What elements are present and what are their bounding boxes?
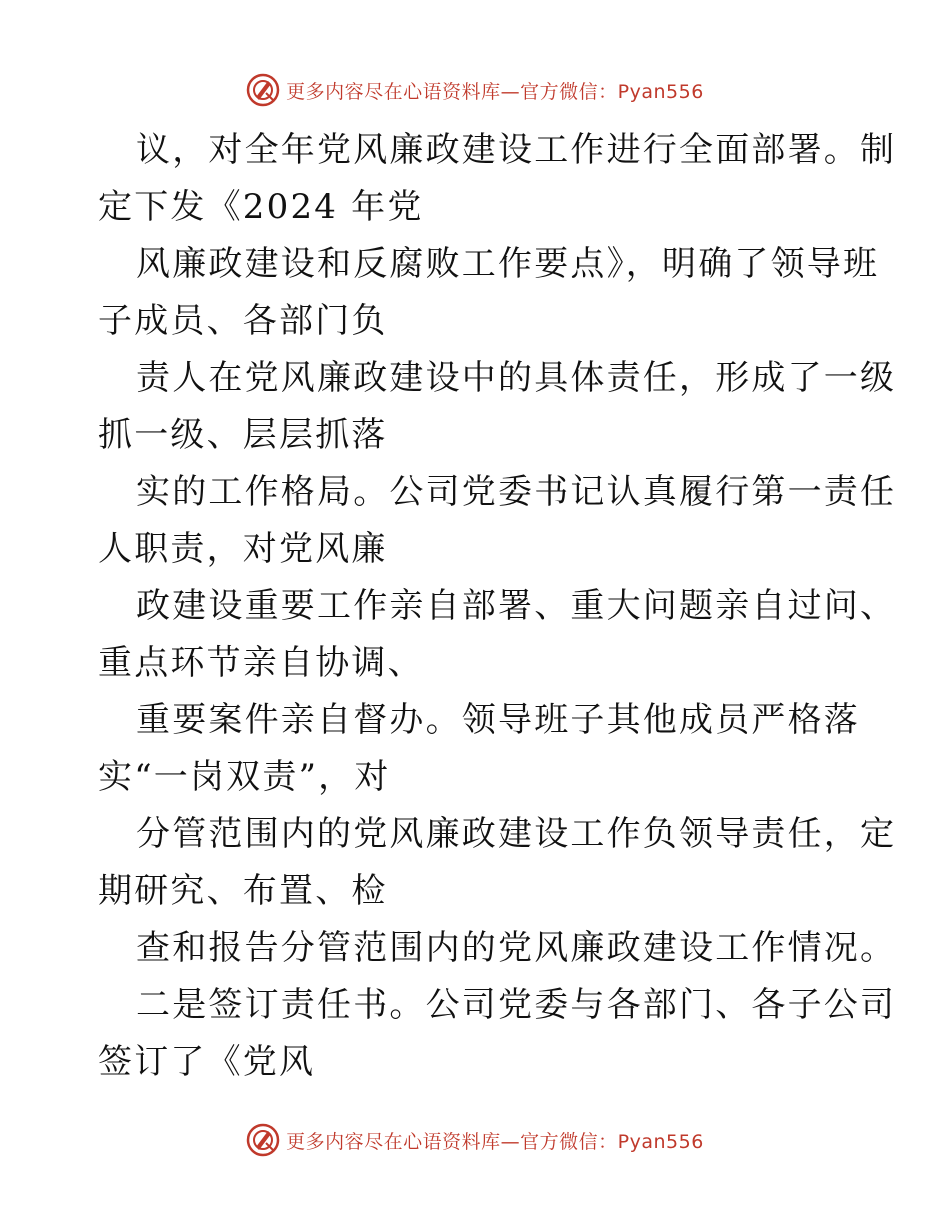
- watermark-dash: —: [500, 80, 521, 103]
- watermark-main: 更多内容尽在心语资料库: [286, 80, 501, 103]
- text-line: 分管范围内的党风廉政建设工作负领导责任，定: [136, 814, 897, 854]
- watermark-contact: 官方微信：Pyan556: [520, 80, 704, 103]
- text-line: 议，对全年党风廉政建设工作进行全面部署。制: [136, 130, 897, 170]
- text-line: 子成员、各部门负: [98, 301, 388, 341]
- document-body: [98, 122, 897, 1091]
- text-line: 重点环节亲自协调、: [98, 643, 424, 683]
- text-line: 政建设重要工作亲自部署、重大问题亲自过问、: [136, 586, 897, 626]
- watermark-contact: 官方微信：Pyan556: [520, 1130, 704, 1153]
- text-line: 签订了《党风: [98, 1042, 316, 1082]
- text-line: 重要案件亲自督办。领导班子其他成员严格落: [136, 700, 860, 740]
- watermark-text: [286, 1127, 704, 1154]
- footer-watermark: [0, 1120, 950, 1160]
- text-line: 风廉政建设和反腐败工作要点》，明确了领导班: [136, 244, 880, 284]
- text-line: 人职责，对党风廉: [98, 529, 388, 569]
- text-line: 二是签订责任书。公司党委与各部门、各子公司: [136, 985, 897, 1025]
- text-line: 定下发《2024 年党: [98, 187, 424, 227]
- text-line: 实的工作格局。公司党委书记认真履行第一责任: [136, 472, 897, 512]
- text-line: 查和报告分管范围内的党风廉政建设工作情况。: [136, 928, 897, 968]
- text-line: 责人在党风廉政建设中的具体责任，形成了一级: [136, 358, 897, 398]
- seal-icon: [246, 1123, 280, 1157]
- text-line: 抓一级、层层抓落: [98, 415, 388, 455]
- watermark-main: 更多内容尽在心语资料库: [286, 1130, 501, 1153]
- seal-icon: [246, 73, 280, 107]
- header-watermark: [0, 70, 950, 110]
- text-line: 实“一岗双责”，对: [98, 757, 391, 797]
- watermark-dash: —: [500, 1130, 521, 1153]
- text-line: 期研究、布置、检: [98, 871, 388, 911]
- watermark-text: [286, 77, 704, 104]
